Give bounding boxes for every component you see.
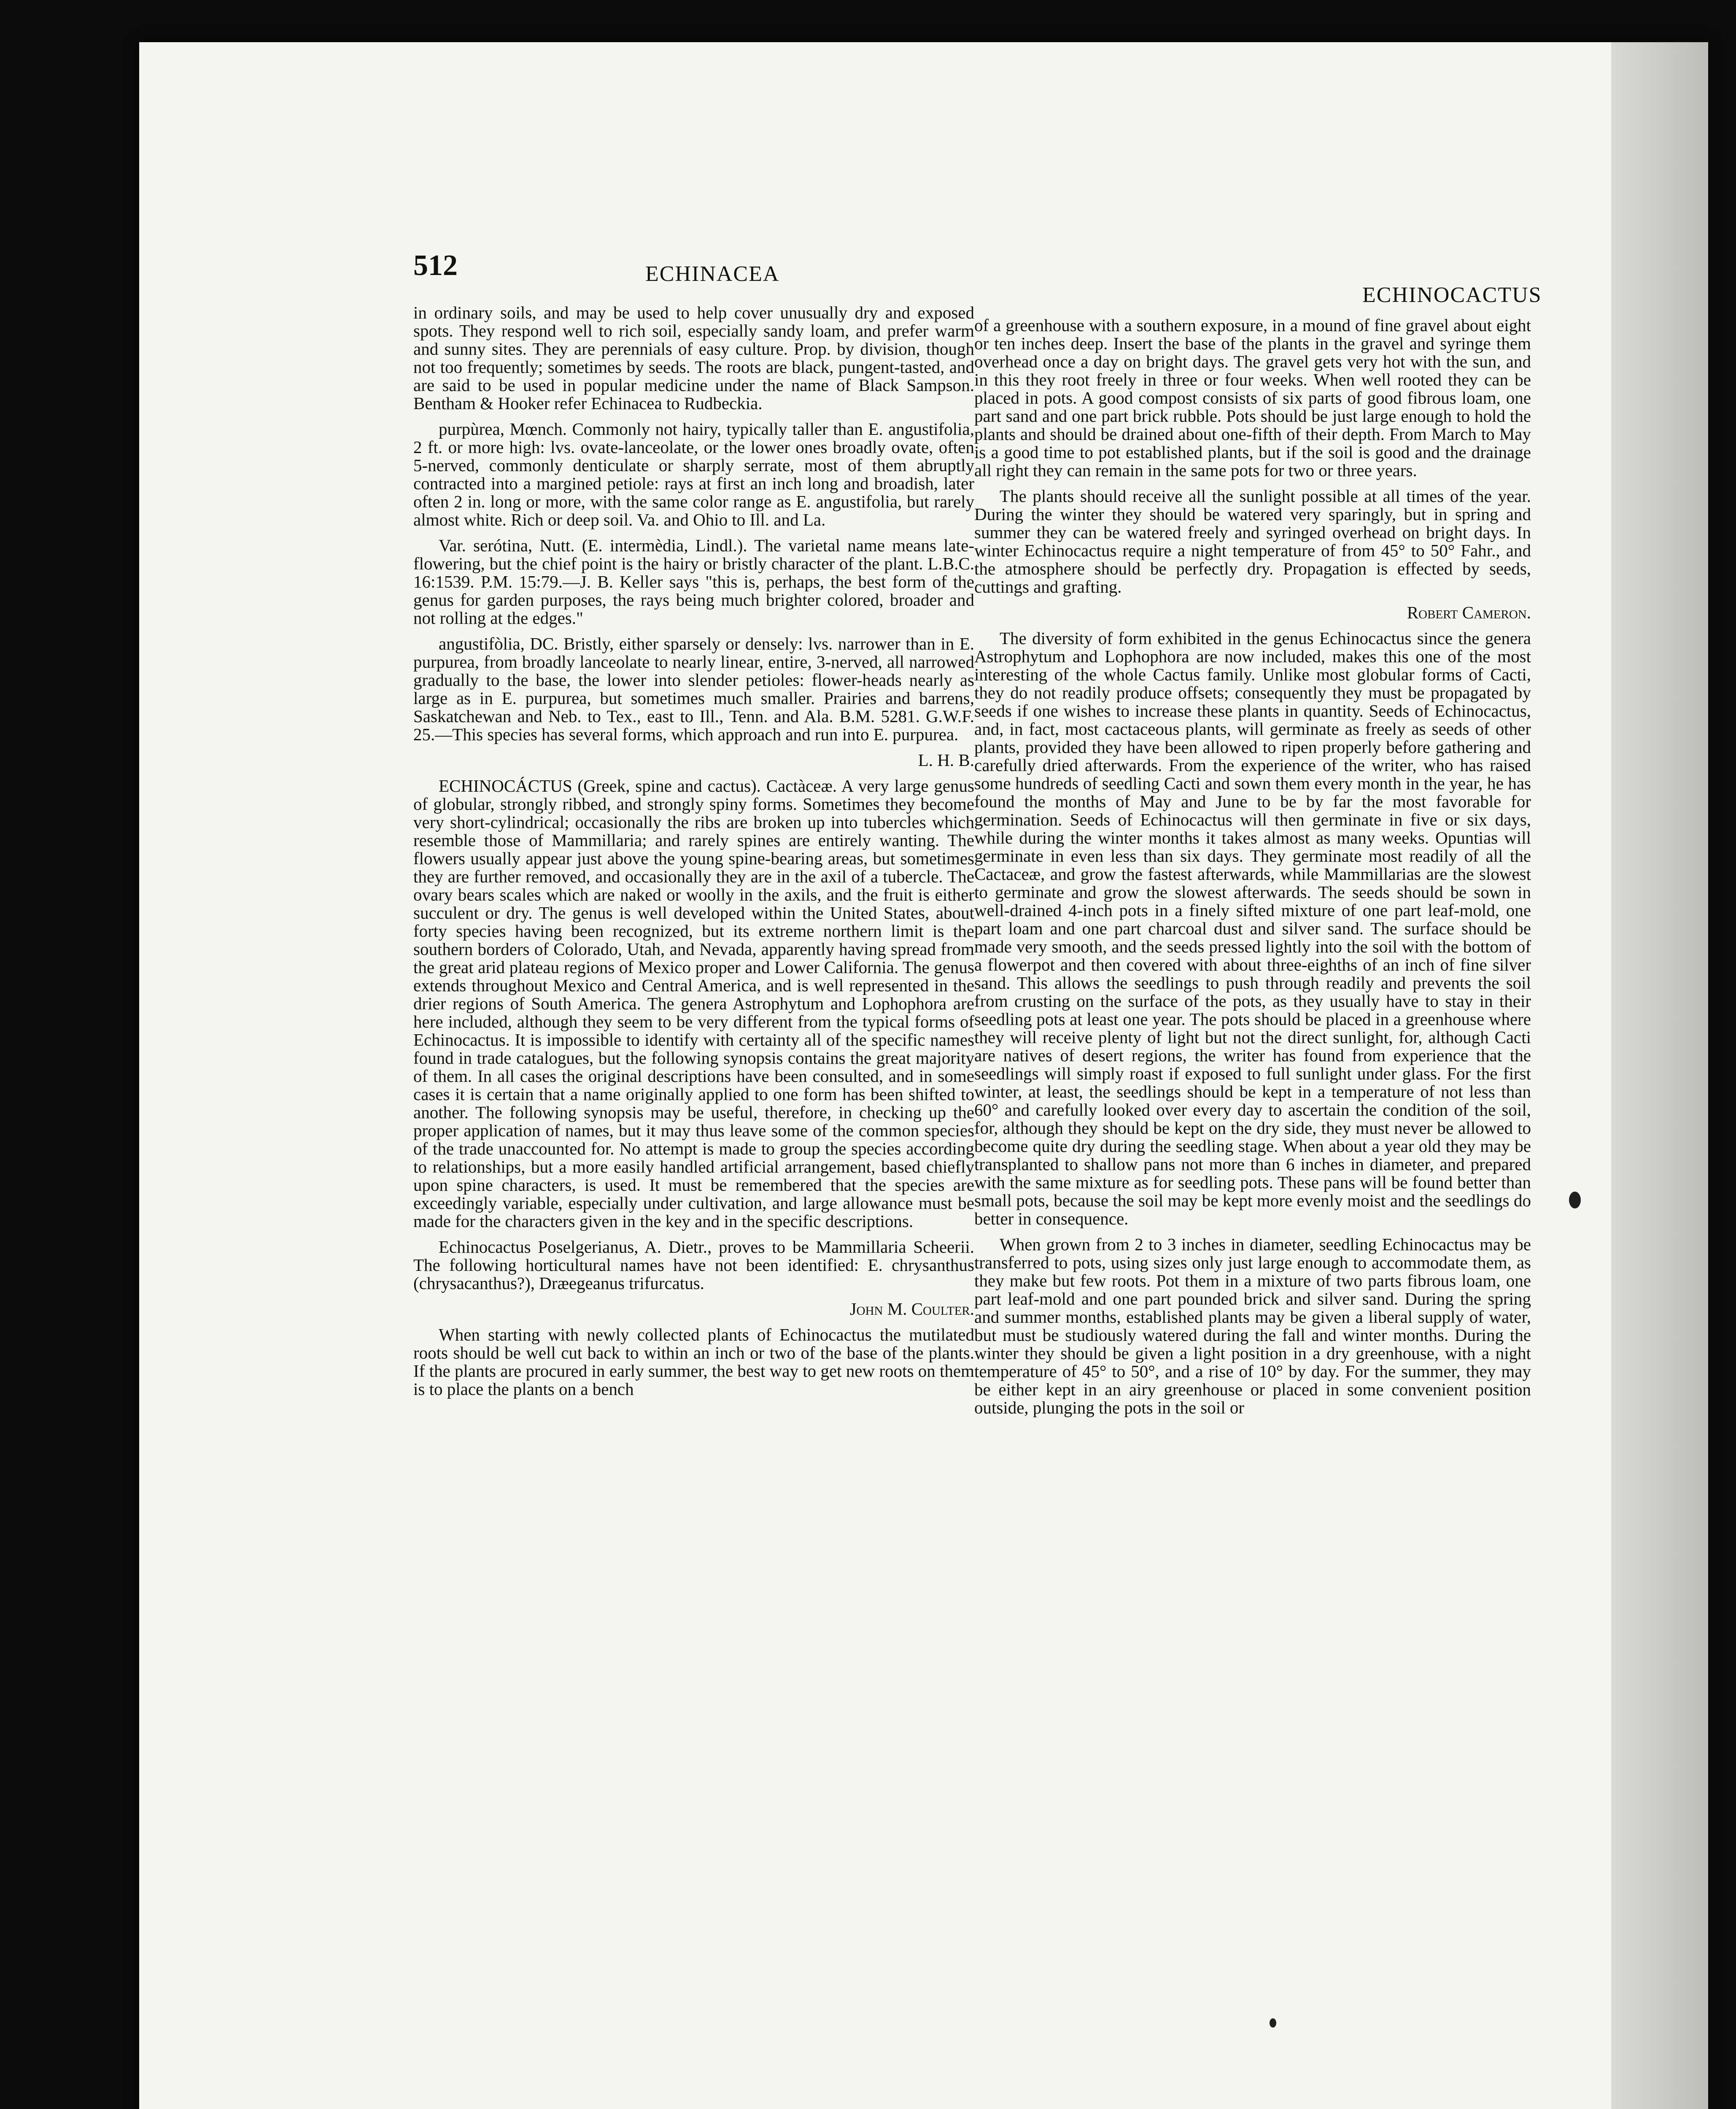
- paragraph: Echinocactus Poselgerianus, A. Dietr., proves to be Mammillaria Scheerii. The following horticultural names have not been identified: E. chrysanthus (chrysacanthus?), Dræegeanus trifurcatus.: [413, 1237, 974, 1293]
- signature-lhb: L. H. B.: [918, 750, 974, 770]
- running-head-right: ECHINOCACTUS: [1362, 283, 1542, 307]
- paragraph: in ordinary soils, and may be used to help cover unusually dry and exposed spots. They respond well to rich soil, especially sandy loam, and prefer warm and sunny sites. They are perennials of easy culture. Prop. by division, though not too frequently; sometimes by seeds. The roots are black, pungent-tasted, and are said to be used in popular medicine under the name of Black Sampson. Bentham & Hooker refer Echinacea to Rudbeckia.: [413, 303, 974, 413]
- paragraph: The diversity of form exhibited in the genus Echinocactus since the genera Astrophytum and Lophophora are now included, makes this one of the most interesting of the whole Cactus family. Unlike most globular forms of Cacti, they do not readily produce offsets; consequently they must be propagated by seeds if one wishes to increase these plants in quantity. Seeds of Echinocactus, and, in fact, most cactaceous plants, will germinate as freely as seeds of other plants, provided they have been allowed to ripen properly before gathering and carefully dried afterwards. From the experience of the writer, who has raised some hundreds of seedling Cacti and sown them every month in the year, he has found the months of May and June to be by far the most favorable for germination. Seeds of Echinocactus will then germinate in five or six days, while during the winter months it takes almost as many weeks. Opuntias will germinate in even less than six days. They germinate most readily of all the Cactaceæ, and grow the fastest afterwards, while Mammillarias are the slowest to germinate and grow the slowest afterwards. The seeds should be sown in well-drained 4-inch pots in a finely sifted mixture of one part leaf-mold, one part loam and one part charcoal dust and silver sand. The surface should be made very smooth, and the seeds pressed lightly into the soil with the bottom of a flowerpot and then covered with about three-eighths of an inch of fine silver sand. This allows the seedlings to push through readily and prevents the soil from crusting on the surface of the pots, as they usually have to stay in their seedling pots at least one year. The pots should be placed in a greenhouse where they will receive plenty of light but not the direct sunlight, for, although Cacti are natives of desert regions, the writer has found from experience that the seedlings will simply roast if exposed to full sunlight under glass. For the first winter, at least, the seedlings should be kept in a temperature of not less than 60° and carefully looked over every day to ascertain the condition of the soil, for, although they should be kept on the dry side, they must never be allowed to become quite dry during the seedling stage. When about a year old they may be transplanted to shallow pans not more than 6 inches in diameter, and prepared with the same mixture as for seedling pots. These pans will be found better than small pots, because the soil may be kept more evenly moist and the seedlings do better in consequence.: [974, 628, 1531, 1228]
- page-edge-shadow: [1611, 42, 1708, 2109]
- page-number: 512: [413, 249, 458, 282]
- ink-spot: [1270, 2018, 1276, 2028]
- variety-entry-serotina: Var. serótina, Nutt. (E. intermèdia, Lindl.). The varietal name means late-flowering, but the chief point is the hairy or bristly character of the plant. L.B.C. 16:1539. P.M. 15:79.—J. B. Keller says "this is, perhaps, the best form of the genus for garden purposes, the rays being much brighter colored, broader and not rolling at the edges.": [413, 536, 974, 628]
- right-column: [974, 316, 1531, 1424]
- ink-spot: [1569, 1192, 1581, 1208]
- paragraph: When starting with newly collected plants of Echinocactus the mutilated roots should be well cut back to within an inch or two of the base of the plants. If the plants are procured in early summer, the best way to get new roots on them is to place the plants on a bench: [413, 1325, 974, 1399]
- signature-coulter: John M. Coulter.: [849, 1299, 974, 1319]
- paragraph: of a greenhouse with a southern exposure, in a mound of fine gravel about eight or ten inches deep. Insert the base of the plants in the gravel and syringe them overhead once a day on bright days. The gravel gets very hot with the sun, and in this they root freely in three or four weeks. When well rooted they can be placed in pots. A good compost consists of six parts of good fibrous loam, one part sand and one part brick rubble. Pots should be just large enough to hold the plants and should be drained about one-fifth of their depth. From March to May is a good time to pot established plants, but if the soil is good and the drainage all right they can remain in the same pots for two or three years.: [974, 316, 1531, 480]
- running-head-left: ECHINACEA: [645, 262, 780, 286]
- species-entry-angustifolia: angustifòlia, DC. Bristly, either sparsely or densely: lvs. narrower than in E. purpurea, from broadly lanceolate to nearly linear, entire, 3-nerved, all narrowed gradually to the base, the lower into slender petioles: flower-heads nearly as large as in E. purpurea, but sometimes much smaller. Prairies and barrens, Saskatchewan and Neb. to Tex., east to Ill., Tenn. and Ala. B.M. 5281. G.W.F. 25.—This species has several forms, which approach and run into E. purpurea.: [413, 634, 974, 744]
- left-column: [413, 304, 974, 1406]
- signature-cameron: Robert Cameron.: [1407, 603, 1531, 622]
- book-page: [139, 42, 1708, 2109]
- genus-entry-echinocactus: ECHINOCÁCTUS (Greek, spine and cactus). Cactàceæ. A very large genus of globular, strongly ribbed, and strongly spiny forms. Sometimes they become very short-cylindrical; occasionally the ribs are broken up into tubercles which resemble those of Mammillaria; and rarely spines are entirely wanting. The flowers usually appear just above the young spine-bearing areas, but sometimes they are further removed, and occasionally they are in the axil of a tubercle. The ovary bears scales which are naked or woolly in the axils, and the fruit is either succulent or dry. The genus is well developed within the United States, about forty species having been recognized, but its extreme northern limit is the southern borders of Colorado, Utah, and Nevada, apparently having spread from the great arid plateau regions of Mexico proper and Lower California. The genus extends throughout Mexico and Central America, and is well represented in the drier regions of South America. The genera Astrophytum and Lophophora are here included, although they seem to be very different from the typical forms of Echinocactus. It is impossible to identify with certainty all of the specific names found in trade catalogues, but the following synopsis contains the great majority of them. In all cases the original descriptions have been consulted, and in some cases it is certain that a name originally applied to one form has been shifted to another. The following synopsis may be useful, therefore, in checking up the proper application of names, but it may thus leave some of the common species of the trade unaccounted for. No attempt is made to group the species according to relationships, but a more easily handled artificial arrangement, based chiefly upon spine characters, is used. It must be remembered that the species are exceedingly variable, especially under cultivation, and large allowance must be made for the characters given in the key and in the specific descriptions.: [413, 776, 974, 1231]
- species-entry-purpurea: purpùrea, Mœnch. Commonly not hairy, typically taller than E. angustifolia, 2 ft. or more high: lvs. ovate-lanceolate, or the lower ones broadly ovate, often 5-nerved, commonly denticulate or sharply serrate, most of them abruptly contracted into a margined petiole: rays at first an inch long and broadish, later often 2 in. long or more, with the same color range as E. angustifolia, but rarely almost white. Rich or deep soil. Va. and Ohio to Ill. and La.: [413, 419, 974, 529]
- paragraph: When grown from 2 to 3 inches in diameter, seedling Echinocactus may be transferred to pots, using sizes only just large enough to accommodate them, as they make but few roots. Pot them in a mixture of two parts fibrous loam, one part leaf-mold and one part pounded brick and silver sand. During the spring and summer months, established plants may be given a liberal supply of water, but must be studiously watered during the fall and winter months. During the winter they should be given a light position in a dry greenhouse, with a night temperature of 45° to 50°, and a rise of 10° by day. For the summer, they may be either kept in an airy greenhouse or placed in some convenient position outside, plunging the pots in the soil or: [974, 1235, 1531, 1417]
- paragraph: The plants should receive all the sunlight possible at all times of the year. During the winter they should be watered very sparingly, but in spring and summer they can be watered freely and syringed overhead on bright days. In winter Echinocactus require a night temperature of from 45° to 50° Fahr., and the atmosphere should be perfectly dry. Propagation is effected by seeds, cuttings and grafting.: [974, 486, 1531, 596]
